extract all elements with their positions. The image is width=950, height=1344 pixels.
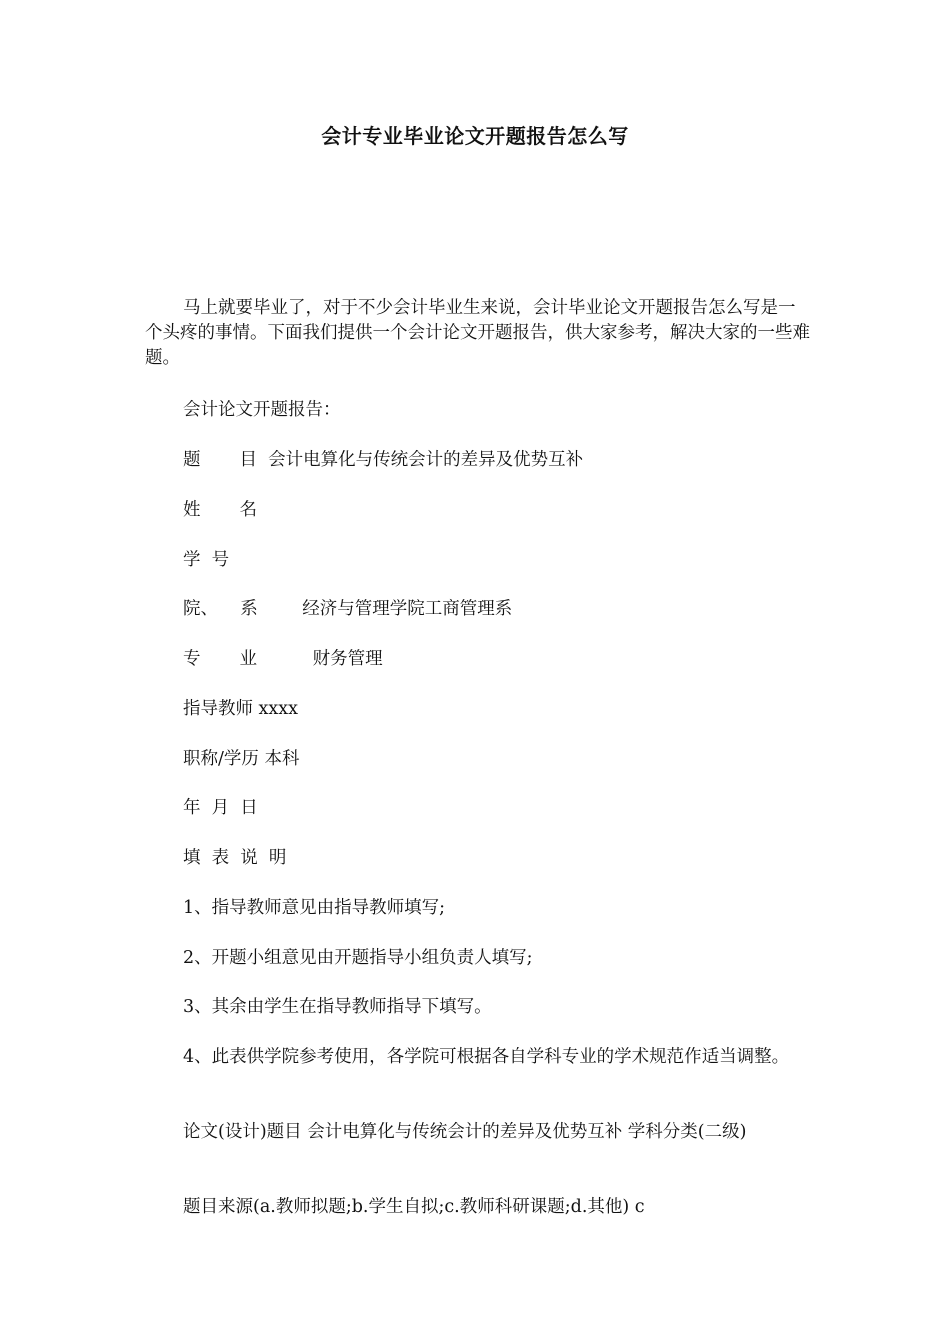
instruction-item: 3、其余由学生在指导教师指导下填写。 — [183, 997, 492, 1017]
field-department: 院、 系 经济与管理学院工商管理系 — [183, 599, 513, 619]
field-advisor: 指导教师 xxxx — [183, 699, 299, 719]
field-topic: 题 目 会计电算化与传统会计的差异及优势互补 — [183, 450, 584, 470]
document-title: 会计专业毕业论文开题报告怎么写 — [321, 124, 629, 148]
intro-paragraph: 马上就要毕业了，对于不少会计毕业生来说，会计毕业论文开题报告怎么写是一个头疼的事情。下面我们提供一个会计论文开题报告，供大家参考，解决大家的一些难题。 — [145, 298, 810, 368]
field-student-id: 学 号 — [183, 550, 230, 570]
field-title-degree: 职称/学历 本科 — [183, 749, 300, 769]
topic-source-line: 题目来源(a.教师拟题;b.学生自拟;c.教师科研课题;d.其他) c — [183, 1197, 645, 1217]
thesis-title-line: 论文(设计)题目 会计电算化与传统会计的差异及优势互补 学科分类(二级) — [183, 1122, 747, 1142]
report-heading: 会计论文开题报告： — [183, 400, 341, 420]
field-name: 姓 名 — [183, 500, 257, 520]
instruction-item: 2、开题小组意见由开题指导小组负责人填写; — [183, 948, 533, 968]
instructions-heading: 填 表 说 明 — [183, 848, 287, 868]
field-date: 年 月 日 — [183, 798, 258, 818]
instruction-item: 4、此表供学院参考使用，各学院可根据各自学科专业的学术规范作适当调整。 — [183, 1047, 790, 1067]
field-major: 专 业 财务管理 — [183, 649, 383, 669]
instruction-item: 1、指导教师意见由指导教师填写; — [183, 898, 446, 918]
